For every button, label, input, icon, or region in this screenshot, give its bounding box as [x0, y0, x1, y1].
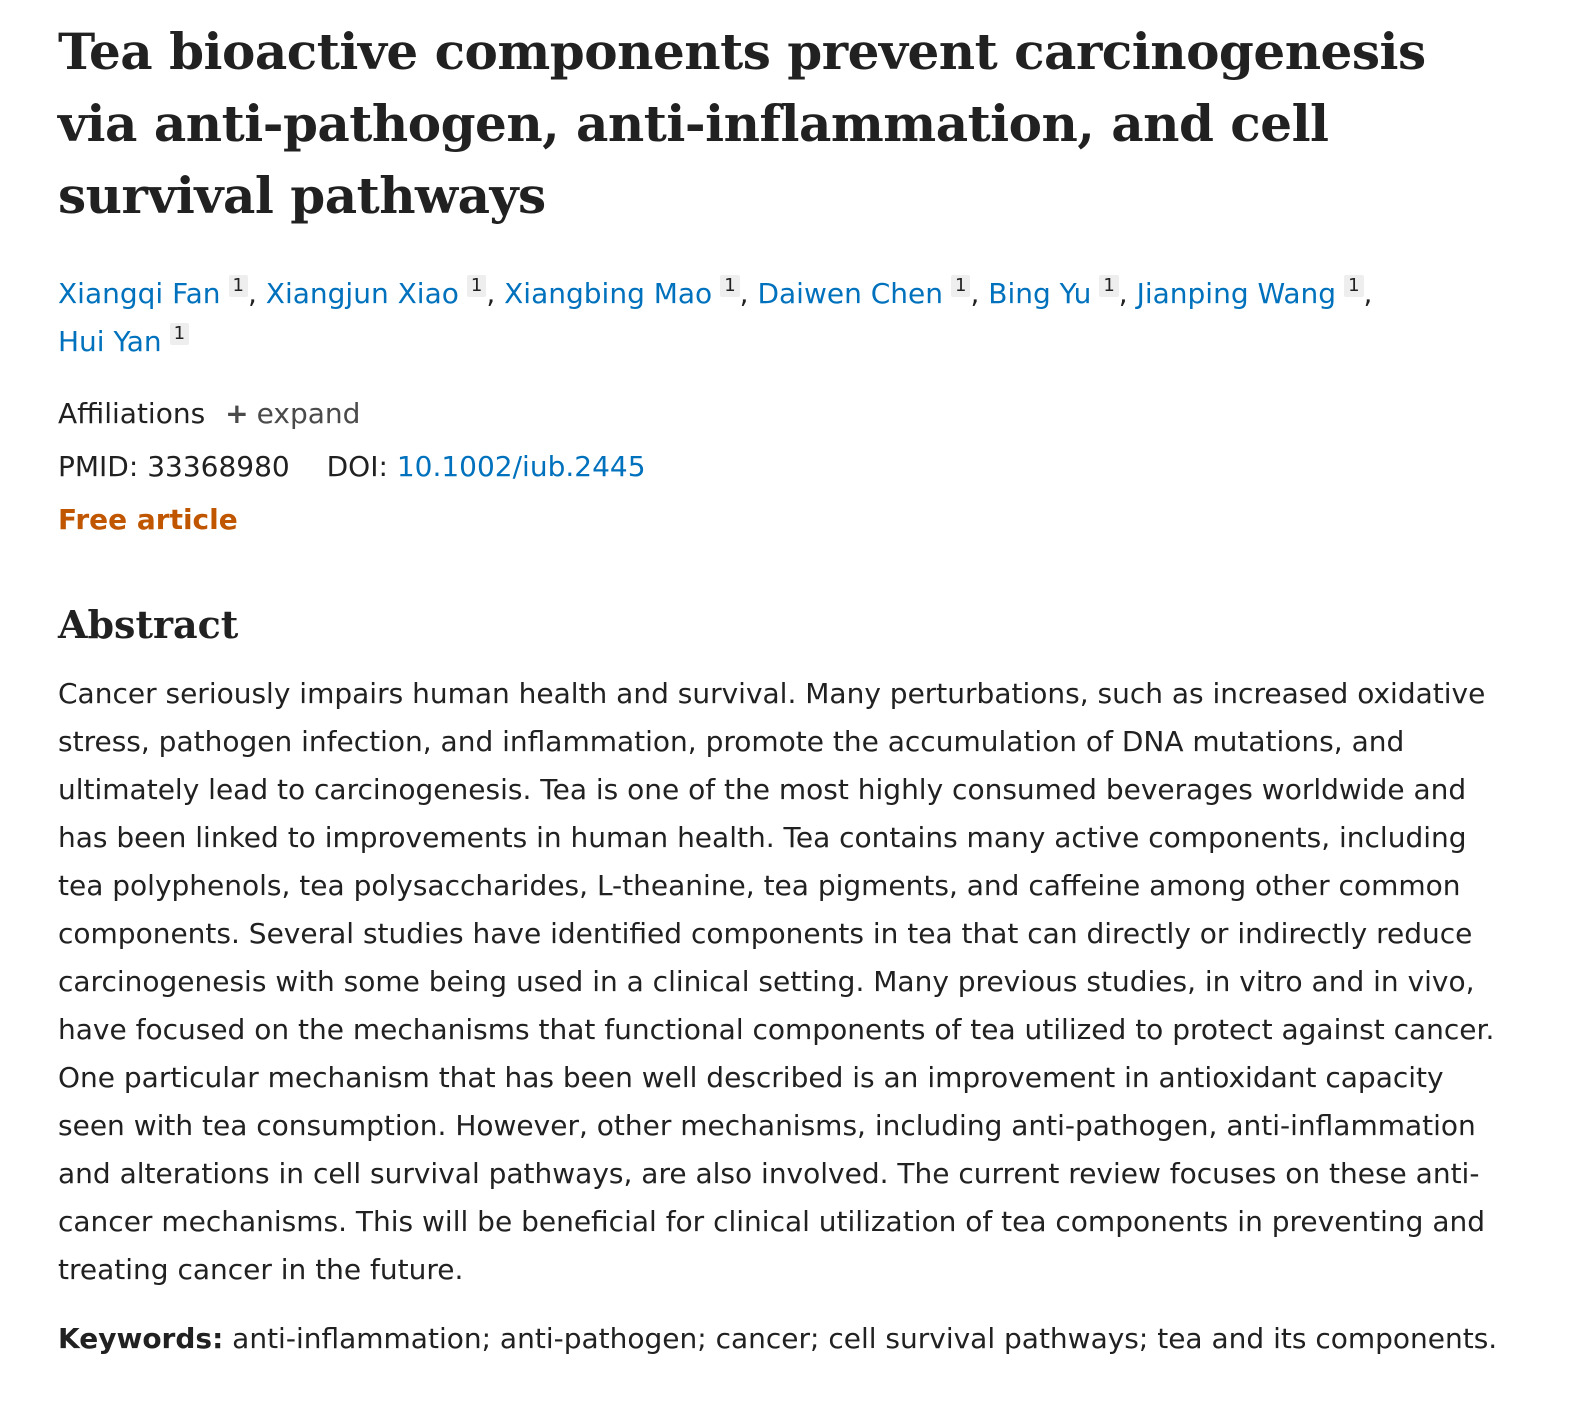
- expand-label: expand: [256, 397, 361, 430]
- keywords-label: Keywords:: [58, 1322, 224, 1355]
- pmid-label: PMID:: [58, 450, 139, 483]
- author-link[interactable]: Xiangjun Xiao: [265, 277, 459, 310]
- affiliation-marker[interactable]: 1: [1344, 275, 1363, 297]
- author-link[interactable]: Bing Yu: [988, 277, 1092, 310]
- affiliation-marker[interactable]: 1: [720, 275, 739, 297]
- author-link[interactable]: Daiwen Chen: [757, 277, 943, 310]
- pmid-value: 33368980: [147, 450, 290, 483]
- article-title: Tea bioactive components prevent carcinogenesis via anti-pathogen, anti-inflammation, and cell survival pathways: [58, 22, 1426, 225]
- doi-link[interactable]: 10.1002/iub.2445: [396, 450, 646, 483]
- author-link[interactable]: Hui Yan: [58, 325, 162, 358]
- affiliation-marker[interactable]: 1: [229, 275, 248, 297]
- abstract-heading: Abstract: [58, 602, 239, 647]
- article-page: [58, 16, 1508, 1362]
- abstract-text: Cancer seriously impairs human health and survival. Many perturbations, such as increased oxidative stress, pathogen infection, and inflammation, promote the accumulation of DNA mutations, and ultimately lead to carcinogenesis. Tea is one of the most highly consumed beverages worldwide and has been linked to improvements in human health. Tea contains many active components, including tea polyphenols, tea polysaccharides, L-theanine, tea pigments, and caffeine among other common components. Several studies have identified components in tea that can directly or indirectly reduce carcinogenesis with some being used in a clinical setting. Many previous studies, in vitro and in vivo, have focused on the mechanisms that functional components of tea utilized to protect against cancer. One particular mechanism that has been well described is an improvement in antioxidant capacity seen with tea consumption. However, other mechanisms, including anti-pathogen, anti-inflammation and alterations in cell survival pathways, are also involved. The current review focuses on these anti-cancer mechanisms. This will be beneficial for clinical utilization of tea components in preventing and treating cancer in the future.: [58, 677, 1495, 1286]
- affiliations-row: [58, 388, 1508, 440]
- free-article-badge: Free article: [58, 503, 238, 536]
- author-link[interactable]: Jianping Wang: [1136, 277, 1337, 310]
- affiliation-marker[interactable]: 1: [1099, 275, 1118, 297]
- identifiers-row: [58, 440, 1508, 494]
- author-link[interactable]: Xiangbing Mao: [504, 277, 713, 310]
- affiliations-label: Affiliations: [58, 397, 206, 430]
- doi-label: DOI:: [326, 450, 388, 483]
- expand-affiliations-button[interactable]: [225, 397, 360, 430]
- author-list: Xiangqi Fan 1 , Xiangjun Xiao 1 , Xiangbing Mao 1 , Daiwen Chen 1 , Bing Yu 1 , Jianping Wang 1 , Hui Yan 1: [58, 275, 1373, 358]
- keywords-list: anti-inflammation; anti-pathogen; cancer; cell survival pathways; tea and its components.: [232, 1322, 1498, 1355]
- affiliation-marker[interactable]: 1: [467, 275, 486, 297]
- author-link[interactable]: Xiangqi Fan: [58, 277, 221, 310]
- affiliation-marker[interactable]: 1: [951, 275, 970, 297]
- plus-icon: +: [225, 397, 249, 430]
- keywords-row: [58, 1316, 1508, 1362]
- affiliation-marker[interactable]: 1: [170, 323, 189, 345]
